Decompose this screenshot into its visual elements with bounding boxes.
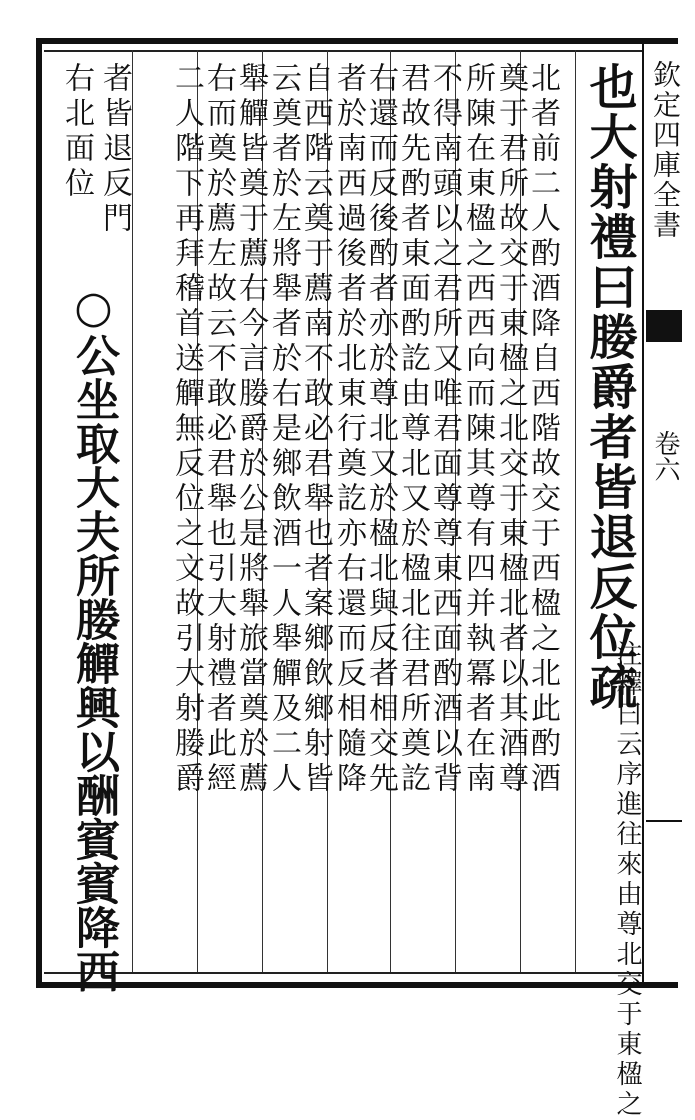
commentary-column: 奠于君所故交于東楹之北交于東楹北者以其酒尊 — [493, 62, 528, 797]
margin-rule — [646, 820, 682, 822]
commentary-column: 者皆退反門 — [97, 62, 132, 237]
column-divider — [132, 50, 133, 972]
commentary-column: 北者前二人酌酒降自西階故交于西楹之北此酌酒 — [525, 62, 560, 797]
commentary-column: 不得南頭以之君所又唯君面尊尊東西面酌酒以背 — [427, 62, 462, 797]
commentary-column: 右北面位 — [59, 62, 94, 202]
section-circle-mark: ○ — [68, 282, 119, 333]
commentary-column: 君故先酌者東面酌訖由尊北又於楹北往君所奠訖 — [395, 62, 430, 797]
border-left — [36, 38, 42, 988]
commentary-column: 自西階云奠于薦南不敢必君舉也者案鄉飲鄉射皆 — [298, 62, 333, 797]
volume-number: 卷六 — [650, 430, 680, 482]
main-text-column-left — [66, 282, 120, 993]
inner-rule-top — [44, 50, 644, 52]
commentary-column: 二人階下再拜稽首送觶無反位之文故引大射媵爵 — [169, 62, 204, 797]
main-text: 公坐取大夫所媵觶興以酬賓賓降西 — [68, 333, 119, 993]
main-text-column: 也大射禮曰媵爵者皆退反位疏 — [581, 62, 637, 712]
commentary-column: 云奠者於左將舉者於右是鄉飲酒一人舉觶及二人 — [266, 62, 301, 797]
column-divider — [575, 50, 576, 972]
commentary-column: 右而奠於薦左故云不敢必君舉也引大射禮者此經 — [201, 62, 236, 797]
commentary-column: 者於南西過後者於北東行奠訖亦右還而反相隨降 — [331, 62, 366, 797]
border-bottom — [38, 982, 678, 988]
commentary-column-right: 注釋曰云序進往來由尊北交于東楹之 — [612, 640, 642, 1120]
commentary-column: 舉觶皆奠于薦右今言媵爵於公是將舉旅當奠於薦 — [233, 62, 268, 797]
commentary-column: 所陳在東楹之西西向而陳其尊有四并執冪者在南 — [460, 62, 495, 797]
inner-rule-bottom — [44, 972, 644, 974]
border-top — [38, 38, 678, 44]
fishtail-rule — [646, 340, 682, 342]
book-title: 欽定四庫全書 — [649, 60, 682, 240]
fishtail-mark — [646, 310, 682, 340]
commentary-column: 右還而反後酌者亦於尊北又於楹北與反者相交先 — [363, 62, 398, 797]
